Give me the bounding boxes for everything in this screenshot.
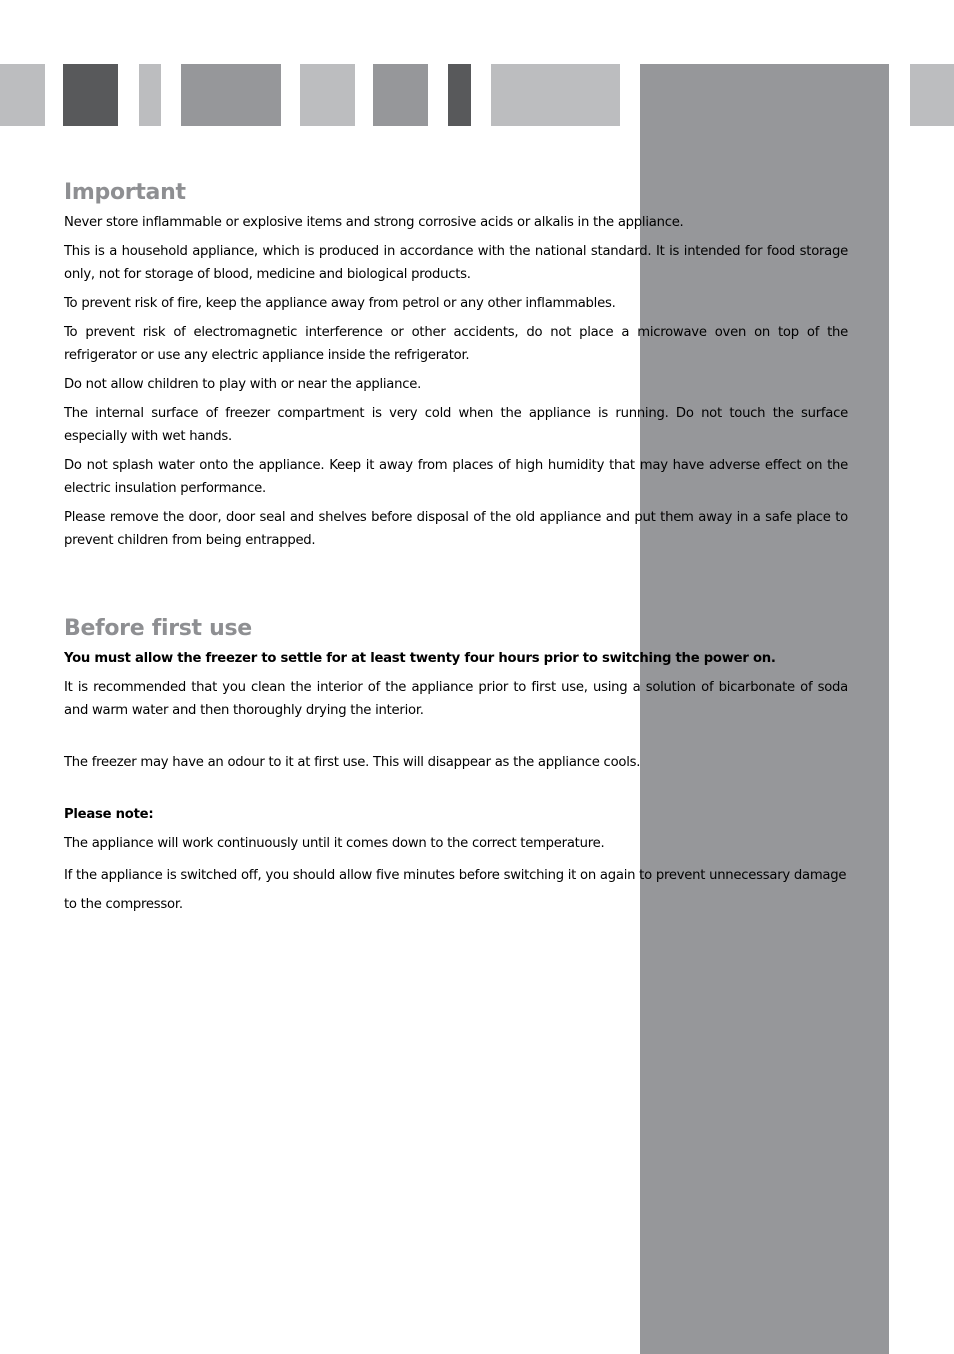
odour-paragraph: The freezer may have an odour to it at first use. This will disappear as the appliance cools. <box>64 755 641 770</box>
header-block-3 <box>139 64 161 126</box>
important-paragraph-8: Please remove the door, door seal and shelves before disposal of the old appliance and put them away in a safe place to prevent children from being entrapped. <box>64 510 848 548</box>
header-block-5 <box>300 64 355 126</box>
important-paragraph-7: Do not splash water onto the appliance. Keep it away from places of high humidity that may have adverse effect on the electric insulation performance. <box>64 458 848 496</box>
important-paragraph-5: Do not allow children to play with or near the appliance. <box>64 377 422 392</box>
header-block-8 <box>491 64 620 126</box>
clean-paragraph: It is recommended that you clean the interior of the appliance prior to first use, using a solution of bicarbonate of soda and warm water and then thoroughly drying the interior. <box>64 680 848 718</box>
header-block-2 <box>63 64 118 126</box>
important-paragraph-4: To prevent risk of electromagnetic interference or other accidents, do not place a microwave oven on top of the refrigerator or use any electric appliance inside the refrigerator. <box>64 325 848 363</box>
note-paragraph-1: The appliance will work continuously until it comes down to the correct temperature. <box>64 836 605 851</box>
note-paragraph-2: If the appliance is switched off, you should allow five minutes before switching it on again to prevent unnecessary damage to the compressor. <box>64 868 847 912</box>
header-block-4 <box>181 64 281 126</box>
first-use-heading: Before first use <box>64 616 252 641</box>
note-label: Please note: <box>64 807 154 822</box>
page-content <box>64 180 848 919</box>
header-block-1 <box>0 64 45 126</box>
header-block-6 <box>373 64 428 126</box>
important-heading: Important <box>64 180 186 205</box>
header-block-9 <box>910 64 954 126</box>
important-paragraph-1: Never store inflammable or explosive items and strong corrosive acids or alkalis in the appliance. <box>64 215 684 230</box>
important-paragraph-6: The internal surface of freezer compartment is very cold when the appliance is running. Do not touch the surface especially with wet hands. <box>64 406 848 444</box>
important-paragraph-2: This is a household appliance, which is produced in accordance with the national standard. It is intended for food storage only, not for storage of blood, medicine and biological products. <box>64 244 848 282</box>
settle-notice: You must allow the freezer to settle for at least twenty four hours prior to switching the power on. <box>64 651 776 666</box>
important-paragraph-3: To prevent risk of fire, keep the appliance away from petrol or any other inflammables. <box>64 296 616 311</box>
header-block-7 <box>448 64 471 126</box>
